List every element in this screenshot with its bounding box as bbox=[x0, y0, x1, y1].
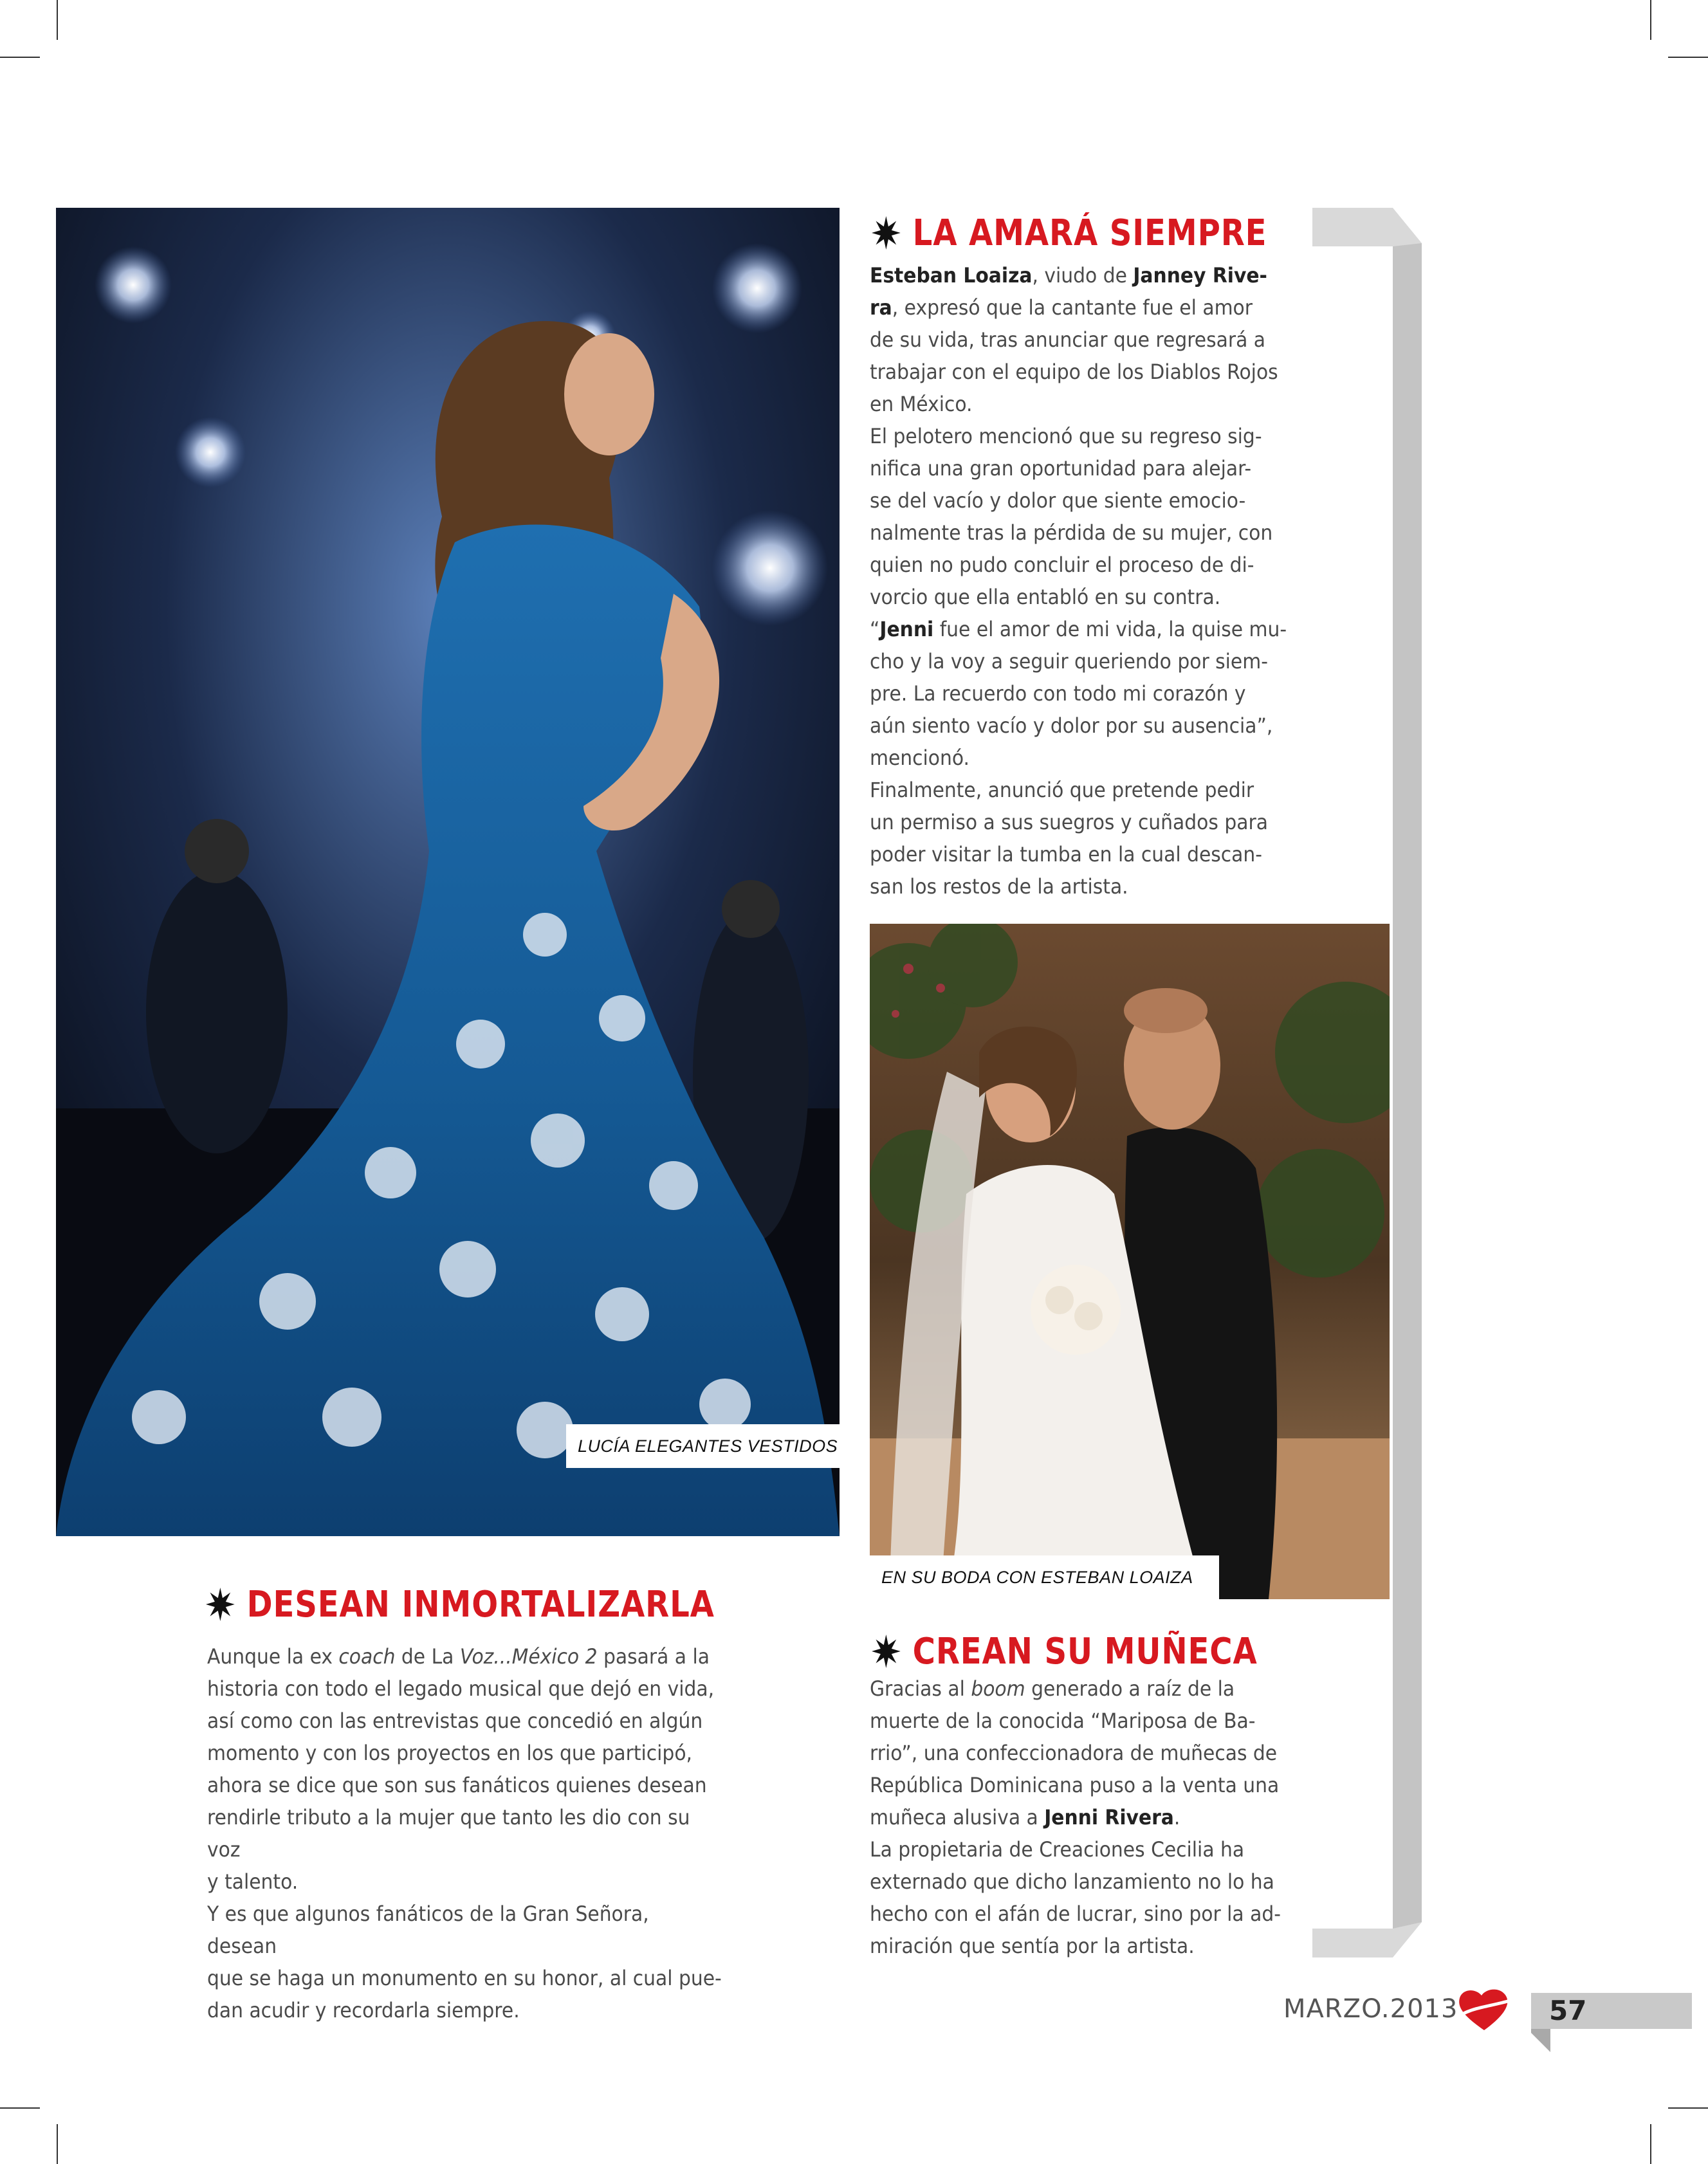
body-line: rendirle tributo a la mujer que tanto les dio con su voz bbox=[207, 1805, 690, 1862]
crop-mark bbox=[1650, 0, 1651, 40]
body-line: nifica una gran oportunidad para alejar- bbox=[870, 456, 1252, 481]
body-line: en México. bbox=[870, 392, 973, 416]
body-line: miración que sentía por la artista. bbox=[870, 1934, 1195, 1958]
body-line: externado que dicho lanzamiento no lo ha bbox=[870, 1869, 1274, 1894]
body-line: historia con todo el legado musical que dejó en vida, bbox=[207, 1676, 715, 1701]
decorative-bracket bbox=[1306, 208, 1422, 1958]
crop-mark bbox=[57, 2124, 58, 2164]
section-title: LA AMARÁ SIEMPRE bbox=[912, 212, 1267, 254]
body-line: Y es que algunos fanáticos de la Gran Señora, desean bbox=[207, 1902, 649, 1958]
photo-caption-left: LUCÍA ELEGANTES VESTIDOS bbox=[566, 1424, 851, 1468]
body-line: Esteban Loaiza, viudo de Janney Rive- bbox=[870, 263, 1267, 288]
star-icon bbox=[872, 1635, 901, 1668]
italic-word: coach bbox=[338, 1644, 396, 1669]
bold-name: Janney Rive- bbox=[1133, 263, 1267, 288]
body-line: nalmente tras la pérdida de su mujer, con bbox=[870, 520, 1273, 545]
body-line: vorcio que ella entabló en su contra. bbox=[870, 585, 1221, 609]
section-body-desean bbox=[207, 1640, 722, 2026]
body-line: Aunque la ex coach de La Voz...México 2 pasará a la bbox=[207, 1644, 710, 1669]
crop-mark bbox=[1668, 2107, 1708, 2109]
body-line: trabajar con el equipo de los Diablos Rojos bbox=[870, 360, 1278, 384]
body-line: República Dominicana puso a la venta una bbox=[870, 1773, 1280, 1797]
body-line: muñeca alusiva a Jenni Rivera. bbox=[870, 1805, 1180, 1829]
body-line: de su vida, tras anunciar que regresará a bbox=[870, 327, 1266, 352]
body-line: Finalmente, anunció que pretende pedir bbox=[870, 778, 1254, 802]
section-heading-crean bbox=[872, 1631, 1258, 1672]
page-number: 57 bbox=[1549, 1995, 1587, 2026]
crop-mark bbox=[0, 57, 40, 58]
section-heading-desean bbox=[206, 1584, 715, 1625]
star-icon bbox=[872, 216, 901, 250]
body-line: san los restos de la artista. bbox=[870, 874, 1128, 899]
body-line: “Jenni fue el amor de mi vida, la quise mu- bbox=[870, 617, 1287, 641]
bold-name: Esteban Loaiza bbox=[870, 263, 1033, 288]
crop-mark bbox=[1650, 2124, 1651, 2164]
body-line: pre. La recuerdo con todo mi corazón y bbox=[870, 681, 1246, 706]
crop-mark bbox=[1668, 57, 1708, 58]
body-line: así como con las entrevistas que concedió en algún bbox=[207, 1709, 703, 1733]
photo-caption-right: EN SU BODA CON ESTEBAN LOAIZA bbox=[870, 1555, 1219, 1599]
body-line: hecho con el afán de lucrar, sino por la ad- bbox=[870, 1902, 1281, 1926]
italic-word: boom bbox=[971, 1676, 1025, 1701]
section-title: DESEAN INMORTALIZARLA bbox=[246, 1583, 715, 1626]
section-title: CREAN SU MUÑECA bbox=[912, 1630, 1258, 1673]
body-line: se del vacío y dolor que siente emocio- bbox=[870, 488, 1246, 513]
crop-mark bbox=[57, 0, 58, 40]
body-line: ra, expresó que la cantante fue el amor bbox=[870, 295, 1253, 320]
bold-name: Jenni Rivera bbox=[1044, 1805, 1174, 1829]
body-line: rrio”, una confeccionadora de muñecas de bbox=[870, 1741, 1278, 1765]
section-body-crean bbox=[870, 1673, 1289, 1962]
italic-word: Voz...México 2 bbox=[459, 1644, 598, 1669]
heart-logo-icon bbox=[1457, 1988, 1512, 2033]
crop-mark bbox=[0, 2107, 40, 2109]
body-line: La propietaria de Creaciones Cecilia ha bbox=[870, 1837, 1245, 1862]
body-line: dan acudir y recordarla siempre. bbox=[207, 1998, 520, 2022]
body-line: cho y la voy a seguir queriendo por siem- bbox=[870, 649, 1268, 674]
issue-date: MARZO.2013 bbox=[1283, 1994, 1458, 2024]
body-line: Gracias al boom generado a raíz de la bbox=[870, 1676, 1235, 1701]
bold-name: ra bbox=[870, 295, 892, 320]
section-heading-amara bbox=[872, 212, 1267, 253]
body-line: mencionó. bbox=[870, 746, 970, 770]
body-line: poder visitar la tumba en la cual descan- bbox=[870, 842, 1263, 867]
body-line: aún siento vacío y dolor por su ausencia”, bbox=[870, 713, 1273, 738]
section-body-amara bbox=[870, 259, 1289, 903]
star-icon bbox=[206, 1588, 235, 1621]
body-line: que se haga un monumento en su honor, al cual pue- bbox=[207, 1966, 722, 1990]
body-line: quien no pudo concluir el proceso de di- bbox=[870, 553, 1254, 577]
body-line: El pelotero mencionó que su regreso sig- bbox=[870, 424, 1262, 448]
body-line: un permiso a sus suegros y cuñados para bbox=[870, 810, 1268, 834]
bold-name: Jenni bbox=[879, 617, 934, 641]
body-line: y talento. bbox=[207, 1869, 298, 1894]
body-line: momento y con los proyectos en los que participó, bbox=[207, 1741, 692, 1765]
body-line: ahora se dice que son sus fanáticos quienes desean bbox=[207, 1773, 707, 1797]
concert-photo bbox=[56, 208, 840, 1536]
body-line: muerte de la conocida “Mariposa de Ba- bbox=[870, 1709, 1256, 1733]
